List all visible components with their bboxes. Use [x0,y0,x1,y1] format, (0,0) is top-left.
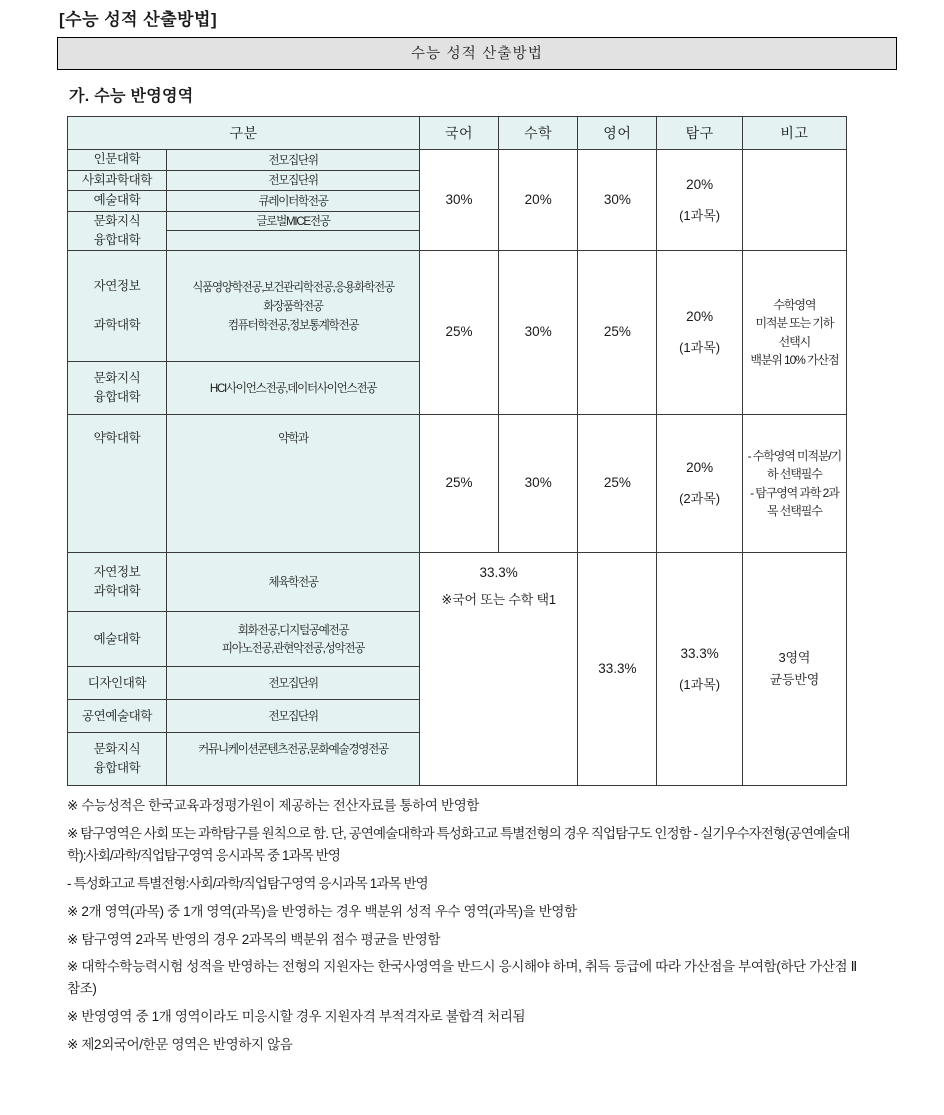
footnote-item: ※ 제2외국어/한문 영역은 반영하지 않음 [67,1037,293,1052]
college-name: 자연정보 과학대학 [68,251,167,362]
major-list-spacer [166,231,419,251]
major-list: 전모집단위 [166,150,419,170]
score-english: 25% [578,251,657,415]
footnote-item: ※ 2개 영역(과목) 중 1개 영역(과목)을 반영하는 경우 백분위 성적 우수 영역(과목)을 반영함 [67,903,577,919]
score-math: 30% [499,251,578,415]
major-list: 회화전공,디지털공예전공 피아노전공,관현악전공,성악전공 [166,612,419,667]
score-english: 30% [578,150,657,251]
score-english: 33.3% [578,553,657,786]
major-list: 체육학전공 [166,553,419,612]
score-korean: 30% [419,150,498,251]
document-heading: [수능 성적 산출방법] [59,10,218,29]
remark-cell: 수학영역 미적분 또는 기하 선택시 백분위 10% 가산점 [742,251,846,415]
remark-cell: 3영역 균등반영 [742,553,846,786]
major-list: 전모집단위 [166,700,419,733]
header-group: 구분 [68,117,420,150]
college-name: 약학대학 [68,415,167,553]
score-inquiry: 33.3% (1과목) [657,553,742,786]
score-math: 30% [499,415,578,553]
college-name: 자연정보 과학대학 [68,553,167,612]
major-list: 전모집단위 [166,667,419,700]
footnote-item: ※ 대학수학능력시험 성적을 반영하는 전형의 지원자는 한국사영역을 반드시 응시해야 하며, 취득 등급에 따라 가산점을 부여함(하단 가산점 Ⅱ 참조) [67,959,857,997]
table-header-row [68,117,847,150]
footnote-item: ※ 수능성적은 한국교육과정평가원이 제공하는 전산자료를 통하여 반영함 [67,798,480,814]
footnotes-list [67,795,857,1056]
header-remark: 비고 [742,117,846,150]
table-row [68,415,847,553]
header-math: 수학 [499,117,578,150]
score-korean: 25% [419,415,498,553]
college-name: 문화지식 융합대학 [68,211,167,251]
major-list: HCI사이언스전공,데이터사이언스전공 [166,362,419,415]
score-korean-math-merged: 33.3% ※국어 또는 수학 택1 [419,553,577,786]
college-name: 예술대학 [68,612,167,667]
score-inquiry: 20% (2과목) [657,415,742,553]
major-list: 약학과 [166,415,419,553]
major-list: 큐레이터학전공 [166,191,419,211]
college-name: 사회과학대학 [68,170,167,190]
footnote-item: ※ 탐구영역은 사회 또는 과학탐구를 원칙으로 함. 단, 공연예술대학과 특성화고교 특별전형의 경우 직업탐구도 인정함 - 실기우수자전형(공연예술대학):사회/과학/직업탐구영역 응시과목 중 1과목 반영 [67,826,850,863]
table-row [68,251,847,362]
footnote-item: - 특성화고교 특별전형:사회/과학/직업탐구영역 응시과목 1과목 반영 [67,875,428,891]
section-label: 가. 수능 반영영역 [69,88,194,106]
college-name: 디자인대학 [68,667,167,700]
college-name: 예술대학 [68,191,167,211]
college-name: 공연예술대학 [68,700,167,733]
major-list: 식품영양학전공,보건관리학전공,응용화학전공 화장품학전공 컴퓨터학전공,정보통계학전공 [166,251,419,362]
footnote-item: ※ 탐구영역 2과목 반영의 경우 2과목의 백분위 점수 평균을 반영함 [67,931,441,947]
remark-cell: - 수학영역 미적분/기 하 선택필수 - 탐구영역 과학 2과 목 선택필수 [742,415,846,553]
score-english: 25% [578,415,657,553]
score-inquiry: 20% (1과목) [657,150,742,251]
footnote-item: ※ 반영영역 중 1개 영역이라도 미응시할 경우 지원자격 부적격자로 불합격 처리됨 [67,1009,526,1025]
score-inquiry: 20% (1과목) [657,251,742,415]
major-list: 전모집단위 [166,170,419,190]
remark-cell [742,150,846,251]
table-row [68,553,847,612]
header-inquiry: 탐구 [657,117,742,150]
header-english: 영어 [578,117,657,150]
suneung-reflection-table [67,116,847,786]
score-math: 20% [499,150,578,251]
college-name: 문화지식 융합대학 [68,362,167,415]
score-korean: 25% [419,251,498,415]
banner-title: 수능 성적 산출방법 [57,37,897,70]
major-list: 글로벌MICE전공 [166,211,419,231]
header-korean: 국어 [419,117,498,150]
college-name: 문화지식 융합대학 [68,733,167,786]
college-name: 인문대학 [68,150,167,170]
table-row [68,150,847,170]
major-list: 커뮤니케이션콘텐츠전공,문화예술경영전공 [166,733,419,786]
